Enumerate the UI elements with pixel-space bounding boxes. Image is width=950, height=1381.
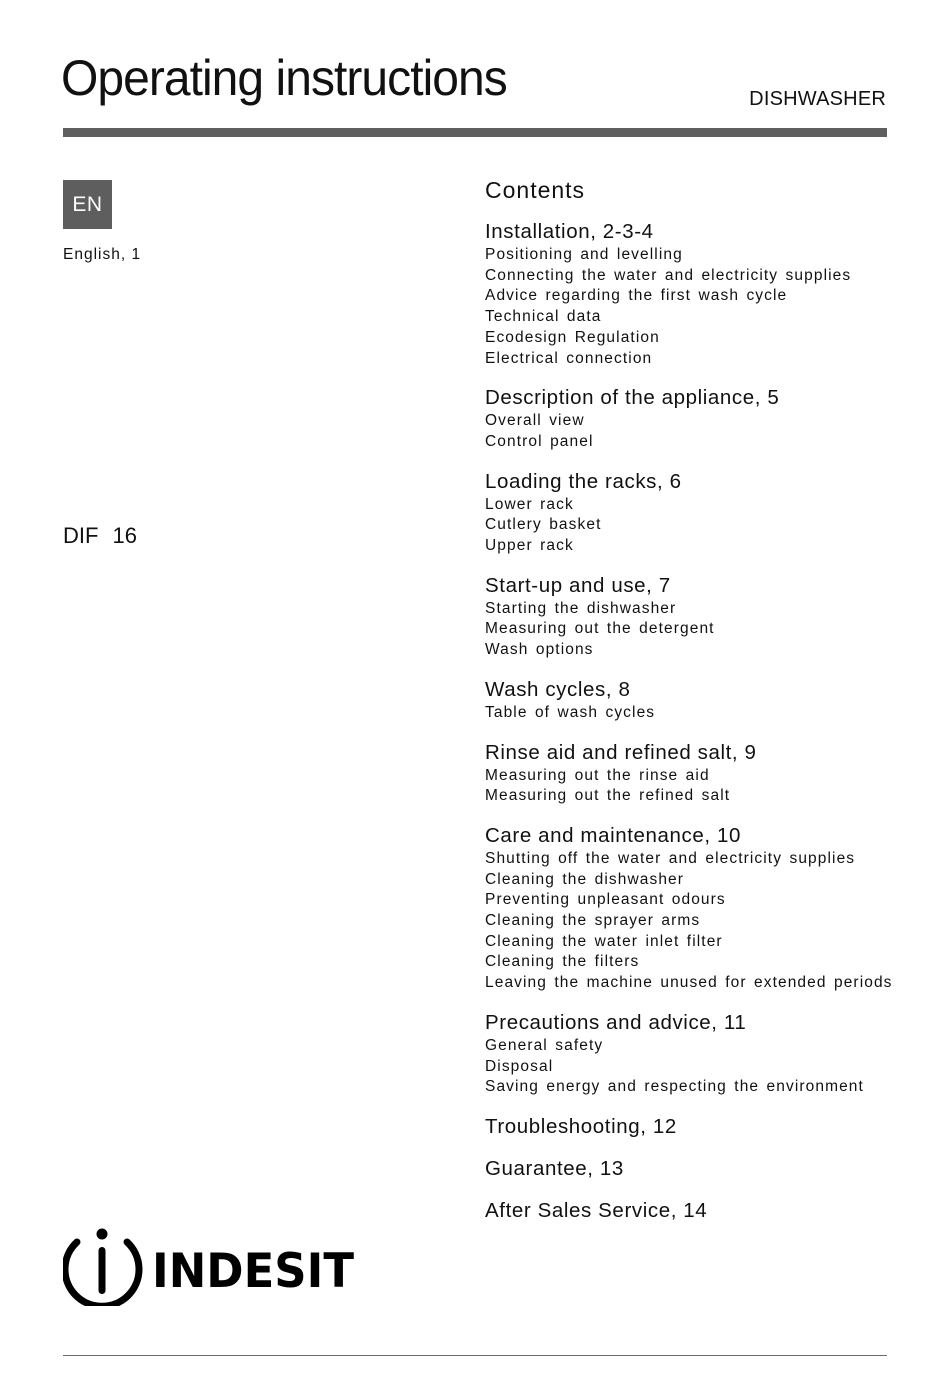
toc-section: [485, 1198, 905, 1224]
toc-section: [485, 823, 905, 994]
toc-subsection-list: [485, 766, 905, 807]
table-of-contents: [485, 175, 905, 1240]
toc-section: [485, 677, 905, 724]
toc-section-title[interactable]: Guarantee, 13: [485, 1156, 624, 1180]
toc-subsection-item[interactable]: Wash options: [485, 641, 594, 659]
toc-subsection-list: [485, 1036, 905, 1098]
toc-subsection-item[interactable]: Measuring out the detergent: [485, 620, 715, 638]
language-badge: EN: [63, 180, 112, 229]
toc-subsection-item[interactable]: Measuring out the refined salt: [485, 787, 731, 805]
toc-section-title[interactable]: Troubleshooting, 12: [485, 1114, 677, 1138]
header-divider-bar: [63, 128, 887, 137]
toc-subsection-item[interactable]: Cleaning the filters: [485, 953, 640, 971]
indesit-logo: [63, 1226, 358, 1306]
toc-section: [485, 385, 905, 452]
toc-section-title[interactable]: Start-up and use, 7: [485, 573, 671, 597]
toc-subsection-item[interactable]: Cutlery basket: [485, 516, 602, 534]
toc-section: [485, 219, 905, 369]
toc-subsection-list: [485, 495, 905, 557]
toc-subsection-item[interactable]: Control panel: [485, 432, 594, 450]
toc-subsection-item[interactable]: Disposal: [485, 1057, 554, 1075]
toc-subsection-list: [485, 245, 905, 369]
toc-subsection-item[interactable]: General safety: [485, 1036, 604, 1054]
product-type: DISHWASHER: [749, 88, 886, 110]
toc-subsection-list: [485, 849, 905, 994]
contents-heading: Contents: [485, 177, 586, 203]
toc-subsection-item[interactable]: Cleaning the sprayer arms: [485, 912, 701, 930]
toc-section: [485, 740, 905, 807]
toc-section-title[interactable]: Loading the racks, 6: [485, 469, 682, 493]
toc-section-title[interactable]: After Sales Service, 14: [485, 1198, 708, 1222]
contents-sections: [485, 219, 905, 1224]
document-title: Operating instructions: [61, 49, 507, 106]
toc-subsection-item[interactable]: Saving energy and respecting the environment: [485, 1078, 864, 1096]
toc-subsection-list: [485, 703, 905, 724]
toc-section-title[interactable]: Rinse aid and refined salt, 9: [485, 740, 757, 764]
toc-subsection-item[interactable]: Preventing unpleasant odours: [485, 891, 726, 909]
toc-subsection-item[interactable]: Table of wash cycles: [485, 703, 656, 721]
toc-section: [485, 573, 905, 661]
footer-divider: [63, 1355, 887, 1356]
toc-subsection-item[interactable]: Shutting off the water and electricity supplies: [485, 849, 856, 867]
toc-subsection-list: [485, 411, 905, 452]
toc-subsection-item[interactable]: Advice regarding the first wash cycle: [485, 287, 788, 305]
toc-subsection-item[interactable]: Overall view: [485, 412, 585, 430]
toc-subsection-item[interactable]: Technical data: [485, 308, 602, 326]
toc-section-title[interactable]: Precautions and advice, 11: [485, 1010, 747, 1034]
toc-section: [485, 469, 905, 557]
toc-subsection-item[interactable]: Lower rack: [485, 495, 574, 513]
toc-section: [485, 1156, 905, 1182]
toc-section-title[interactable]: Description of the appliance, 5: [485, 386, 780, 410]
toc-section-title[interactable]: Installation, 2-3-4: [485, 220, 654, 243]
toc-section: [485, 1010, 905, 1098]
toc-subsection-item[interactable]: Electrical connection: [485, 349, 653, 367]
toc-subsection-item[interactable]: Cleaning the water inlet filter: [485, 932, 723, 950]
toc-section-title[interactable]: Care and maintenance, 10: [485, 823, 742, 847]
toc-subsection-item[interactable]: Cleaning the dishwasher: [485, 870, 685, 888]
toc-subsection-item[interactable]: Measuring out the rinse aid: [485, 766, 710, 784]
toc-subsection-item[interactable]: Connecting the water and electricity supplies: [485, 266, 852, 284]
brand-wordmark: INDESIT: [152, 1244, 354, 1299]
language-link-english[interactable]: English, 1: [63, 246, 142, 263]
toc-subsection-item[interactable]: Starting the dishwasher: [485, 599, 677, 617]
toc-section-title[interactable]: Wash cycles, 8: [485, 677, 631, 701]
toc-section: [485, 1114, 905, 1140]
toc-subsection-list: [485, 599, 905, 661]
toc-subsection-item[interactable]: Ecodesign Regulation: [485, 328, 660, 346]
toc-subsection-item[interactable]: Leaving the machine unused for extended periods: [485, 974, 893, 992]
indesit-logo-icon: [63, 1226, 358, 1306]
toc-subsection-item[interactable]: Upper rack: [485, 537, 574, 555]
toc-subsection-item[interactable]: Positioning and levelling: [485, 246, 683, 263]
model-number: DIF 16: [63, 523, 138, 548]
